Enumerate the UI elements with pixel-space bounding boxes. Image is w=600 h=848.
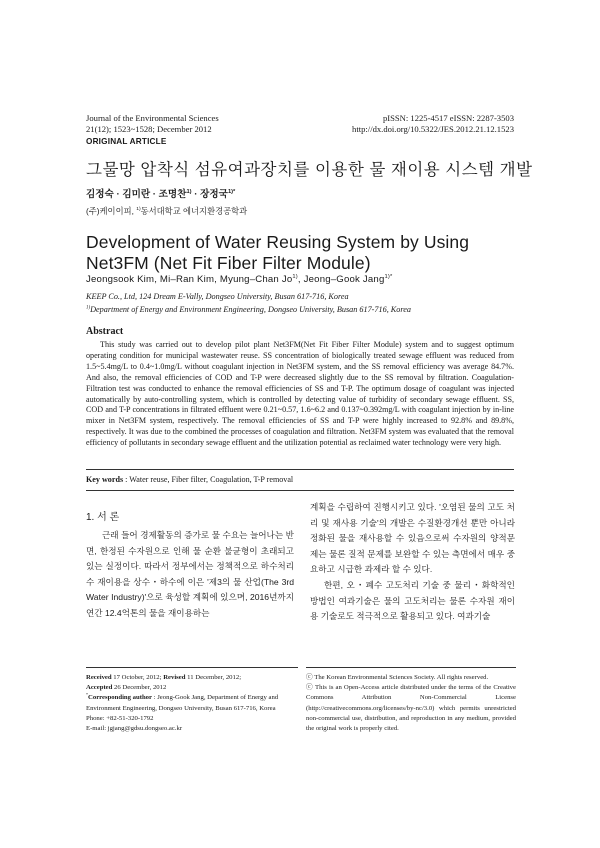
- abstract-divider: [86, 469, 514, 470]
- keywords-divider: [86, 490, 514, 491]
- affiliation-1: KEEP Co., Ltd, 124 Dream E-Vally, Dongseo University, Busan 617-716, Korea: [86, 292, 349, 301]
- english-title: Development of Water Reusing System by Using Net3FM (Net Fit Fiber Filter Module): [86, 232, 470, 273]
- email[interactable]: E-mail: jgjang@gdsu.dongseo.ac.kr: [86, 725, 183, 733]
- journal-name: Journal of the Environmental Sciences: [86, 113, 219, 123]
- korean-authors: 김정숙 · 김미란 · 조명찬$^{1)}$ · 장정국$^{1)*}$: [86, 188, 236, 200]
- intro-paragraph-right-1: 계획을 수립하여 진행시키고 있다. '오염된 물의 고도 처리 및 재사용 기술'의 개발은 수질환경개선 뿐만 아니라 정화된 물을 재사용할 수 있음으로써 수자원의 양적문제는 물론 질적 문제를 보완할 수 있는 측면에서 매우 중요하고 시급한 과제라 할 수 있다.: [310, 502, 515, 575]
- article-type-label: ORIGINAL ARTICLE: [86, 137, 167, 146]
- journal-info: [86, 113, 219, 135]
- corresponding-author: *Corresponding author : Jeong-Gook Jang, Department of Energy and Environment Engineering, Dongseo University, Busan 617-716, Korea: [86, 692, 279, 712]
- copyright-footnote: [306, 673, 516, 734]
- accepted-date: Accepted 26 December, 2012: [86, 684, 167, 692]
- received-dates: Received 17 October, 2012; Revised 11 December, 2012;: [86, 674, 242, 681]
- intro-paragraph-left: 근래 들어 경제활동의 증가로 물 수요는 늘어나는 반면, 한정된 수자원으로 인해 물 순환 불균형이 초래되고 있는 실정이다. 따라서 정부에서는 정책적으로 하수처리수 재이용을 상수・하수에 이은 '제3의 물 산업(The 3rd Water Industry)'으로 육성할 계획에 있으며, 2016년까지 연간 12.4억톤의 물을 재이용하는: [86, 530, 294, 618]
- article-history-footnote: [86, 673, 298, 734]
- intro-column-right: [310, 500, 515, 625]
- abstract-heading: Abstract: [86, 326, 124, 337]
- abstract-text: This study was carried out to develop pilot plant Net3FM(Net Fit Fiber Filter Module) system and to suggest optimum operating condition for municipal wastewater reuse. SS concentration of biologically treated sewage effluent was reduced from 1.5~5.4mg/L to 0.4~1.0mg/L without coagulant injection in Net3FM system, and the SS removal efficiency was average 84.7%. And also, the removal efficiencies of COD and T-P were decreased slightly due to the SS removal by filtration. Coagulation-Filtration test was conducted to enhance the removal efficiencies of SS and T-P. The optimum dosage of coagulant was injected automatically by auto-controlling system, which is controlled by detecting value of turbidity of secondary sewage effluent. SS, COD and T-P concentrations in filtrated effluent were 0.21~0.57, 1.6~6.2 and 0.137~0.392mg/L with coagulant injection by in-line mixer in Net3FM system, respectively. The removal efficiencies of SS and T-P were highly increased to 92.8% and 89.8%, respectively. It was due to the combined the processes of coagulation and filtration. Net3FM system was evaluated that the removal efficiency of pollutants in secondary sewage effluent and the utilization potential as reclaimed water technology were very high.: [86, 340, 514, 448]
- korean-title: 그물망 압착식 섬유여과장치를 이용한 물 재이용 시스템 개발: [86, 161, 533, 179]
- footnote-divider-left: [86, 667, 298, 668]
- section-heading-introduction: 1. 서 론: [86, 512, 120, 523]
- footnote-divider-right: [306, 667, 516, 668]
- journal-identifiers: [352, 113, 514, 135]
- license-notice: ⓒ This is an Open-Access article distributed under the terms of the Creative Commons Attribution Non-Commercial License (http://creativecommons.org/licenses/by-nc/3.0) which permits unrestricted non-commercial use, distribution, and reproduction in any medium, provided the original work is properly cited.: [306, 684, 516, 733]
- phone: Phone: +82-51-320-1792: [86, 714, 154, 722]
- issn: pISSN: 1225-4517 eISSN: 2287-3503: [382, 113, 514, 123]
- doi-link[interactable]: http://dx.doi.org/10.5322/JES.2012.21.12.1523: [352, 124, 514, 134]
- copyright-notice: ⓒ The Korean Environmental Sciences Society. All rights reserved.: [306, 674, 489, 681]
- english-authors: Jeongsook Kim, Mi–Ran Kim, Myung–Chan Jo$^{1)}$, Jeong–Gook Jang$^{1)*}$: [86, 273, 393, 285]
- korean-affiliation: (주)케이이피, $^{1)}$동서대학교 에너지환경공학과: [86, 206, 248, 216]
- intro-paragraph-right-2: 한편, 오・폐수 고도처리 기술 중 물리・화학적인 방법인 여과기술은 물의 고도처리는 물론 수자원 재이용 기술로도 적극적으로 활용되고 있다. 여과기술: [310, 579, 515, 622]
- english-affiliation: [86, 291, 411, 316]
- journal-issue: 21(12); 1523~1528; December 2012: [86, 124, 212, 134]
- affiliation-2: $^{1)}$Department of Energy and Environment Engineering, Dongseo University, Busan 617-716, Korea: [86, 304, 411, 314]
- keywords: Key words : Water reuse, Fiber filter, Coagulation, T-P removal: [86, 475, 294, 484]
